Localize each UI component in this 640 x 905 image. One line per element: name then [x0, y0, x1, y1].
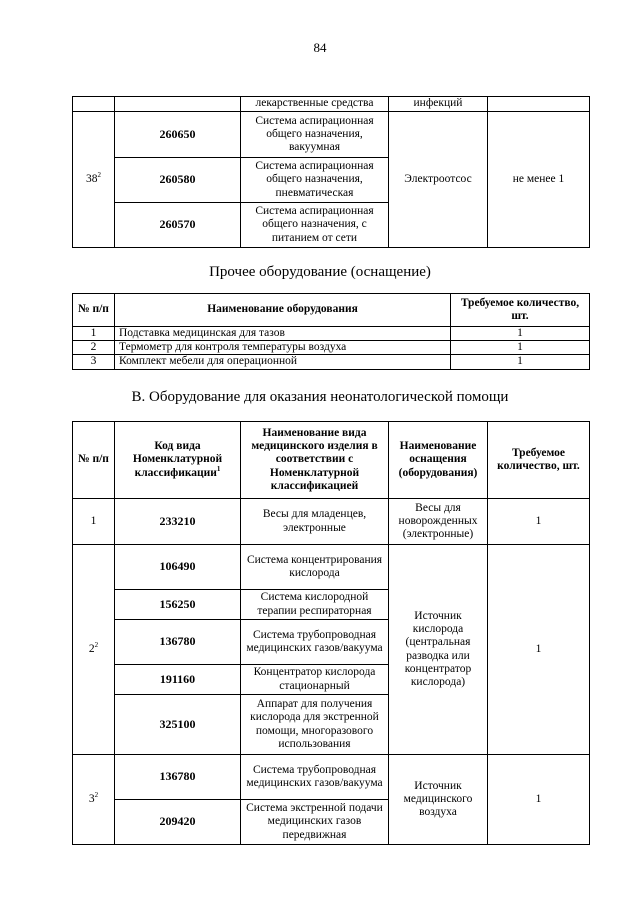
- table-row: 156250 Система кислородной терапии респираторная: [73, 590, 590, 620]
- row-number: $38^2$: [73, 112, 115, 248]
- row-number: $3^2$: [73, 755, 115, 845]
- table-header-row: [73, 294, 590, 327]
- table-row: [73, 97, 590, 112]
- purpose-cell: инфекций: [389, 97, 488, 112]
- quantity-cell: 1: [488, 545, 590, 755]
- table-neonatal-equipment: [72, 421, 590, 845]
- column-header-name: Наименование вида медицинского изделия в соответствии с Номенклатурной классификацией: [241, 422, 389, 499]
- table-row: 1 Подставка медицинская для тазов 1: [73, 327, 590, 341]
- column-header-qty: Требуемое количество, шт.: [488, 422, 590, 499]
- name-cell: Система аспирационная общего назначения, вакуумная: [241, 112, 389, 158]
- section-title-other: Прочее оборудование (оснащение): [209, 264, 431, 280]
- name-cell: Система аспирационная общего назначения, пневматическая: [241, 158, 389, 203]
- column-header-qty: Требуемое количество, шт.: [451, 294, 590, 327]
- table-row: 325100 Аппарат для получения кислорода для экстренной помощи, многоразового использования: [73, 695, 590, 755]
- column-header-equipment: Наименование оснащения (оборудования): [389, 422, 488, 499]
- code-cell: 260570: [115, 203, 241, 248]
- table-row: 191160 Концентратор кислорода стационарный: [73, 665, 590, 695]
- column-header-name: Наименование оборудования: [115, 294, 451, 327]
- table-row: 3 Комплект мебели для операционной 1: [73, 355, 590, 369]
- table-header-row: [73, 422, 590, 499]
- table-row: 1 233210 Весы для младенцев, электронные Весы для новорожденных (электронные) 1: [73, 499, 590, 545]
- equipment-cell: Источник кислорода (центральная разводка или концентратор кислорода): [389, 545, 488, 755]
- table-row: 209420 Система экстренной подачи медицинских газов передвижная: [73, 800, 590, 845]
- table-row: 136780 Система трубопроводная медицинских газов/вакуума: [73, 620, 590, 665]
- name-cell: лекарственные средства: [241, 97, 389, 112]
- section-title-b: В. Оборудование для оказания неонатологической помощи: [131, 389, 509, 405]
- table-row: 2 Термометр для контроля температуры воздуха 1: [73, 341, 590, 355]
- quantity-cell: не менее 1: [488, 112, 590, 248]
- equipment-cell: Электроотсос: [389, 112, 488, 248]
- row-number: $2^2$: [73, 545, 115, 755]
- column-header-code: Код вида Номенклатурной классификации$^1$: [115, 422, 241, 499]
- column-header-num: № п/п: [73, 422, 115, 499]
- quantity-cell: 1: [488, 755, 590, 845]
- table-other-equipment: [72, 293, 590, 370]
- table-row: [73, 112, 590, 158]
- page-number: 84: [313, 40, 327, 55]
- table-top: [72, 96, 590, 248]
- code-cell: 260650: [115, 112, 241, 158]
- name-cell: Система аспирационная общего назначения, с питанием от сети: [241, 203, 389, 248]
- table-row: $3^2$ 136780 Система трубопроводная медицинских газов/вакуума Источник медицинского воздуха 1: [73, 755, 590, 800]
- code-cell: 260580: [115, 158, 241, 203]
- table-row: $2^2$ 106490 Система концентрирования кислорода Источник кислорода (центральная разводка или концентратор кислорода) 1: [73, 545, 590, 590]
- column-header-num: № п/п: [73, 294, 115, 327]
- equipment-cell: Источник медицинского воздуха: [389, 755, 488, 845]
